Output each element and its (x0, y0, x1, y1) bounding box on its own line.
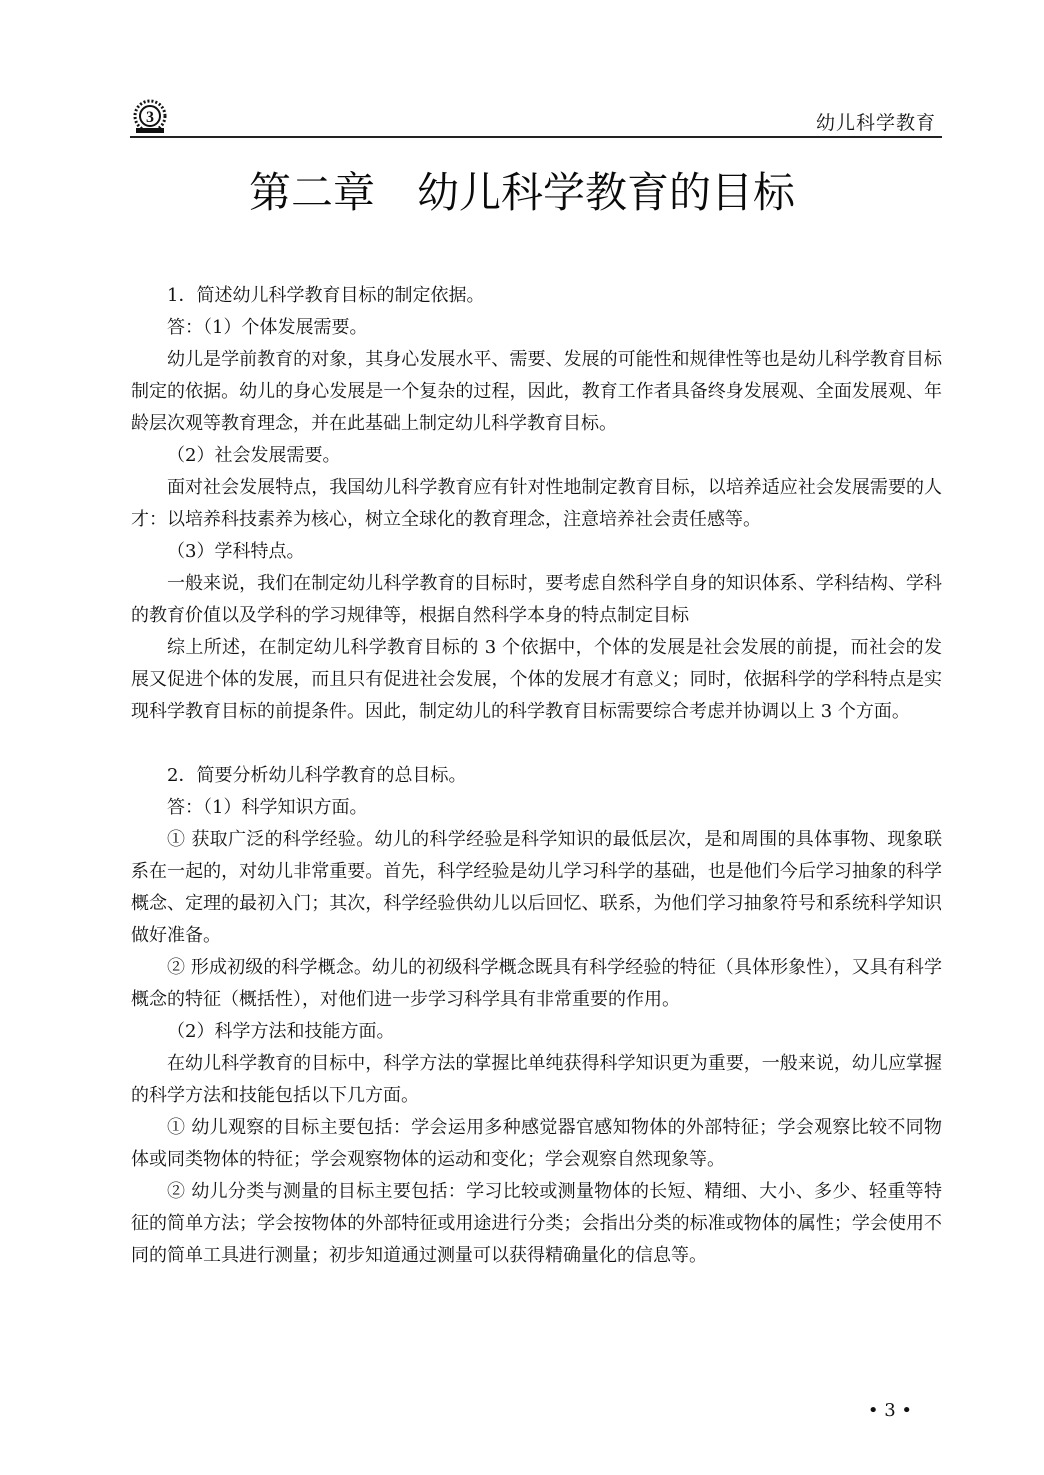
answer-1-heading-1: 答：（1）个体发展需要。 (167, 317, 368, 338)
running-header (130, 96, 942, 138)
chapter-title: 第二章 幼儿科学教育的目标 (248, 168, 795, 217)
paragraph: 在幼儿科学教育的目标中，科学方法的掌握比单纯获得科学知识更为重要，一般来说，幼儿应掌握的科学方法和技能包括以下几方面。 (131, 1053, 942, 1106)
question-1: 1．简述幼儿科学教育目标的制定依据。 (167, 285, 485, 306)
paragraph: ② 幼儿分类与测量的目标主要包括：学习比较或测量物体的长短、精细、大小、多少、轻重等特征的简单方法；学会按物体的外部特征或用途进行分类；会指出分类的标准或物体的属性；学会使用不同的简单工具进行测量；初步知道通过测量可以获得精确量化的信息等。 (131, 1181, 942, 1266)
publisher-seal-icon (130, 98, 170, 134)
paragraph: 综上所述，在制定幼儿科学教育目标的 3 个依据中，个体的发展是社会发展的前提，而社会的发展又促进个体的发展，而且只有促进社会发展，个体的发展才有意义；同时，依据科学的学科特点是实现科学教育目标的前提条件。因此，制定幼儿的科学教育目标需要综合考虑并协调以上 3 个方面。 (131, 637, 942, 722)
paragraph: ② 形成初级的科学概念。幼儿的初级科学概念既具有科学经验的特征（具体形象性），又具有科学概念的特征（概括性），对他们进一步学习科学具有非常重要的作用。 (131, 957, 942, 1010)
logo-mark: 3 (146, 109, 154, 126)
answer-1-heading-3: （3）学科特点。 (167, 541, 305, 562)
answer-1-heading-2: （2）社会发展需要。 (167, 445, 341, 466)
paragraph: 面对社会发展特点，我国幼儿科学教育应有针对性地制定教育目标，以培养适应社会发展需要的人才：以培养科技素养为核心，树立全球化的教育理念，注意培养社会责任感等。 (131, 477, 942, 530)
answer-2-heading-2: （2）科学方法和技能方面。 (167, 1021, 395, 1042)
body-text (131, 280, 942, 1272)
paragraph: ① 幼儿观察的目标主要包括：学会运用多种感觉器官感知物体的外部特征；学会观察比较不同物体或同类物体的特征；学会观察物体的运动和变化；学会观察自然现象等。 (131, 1117, 942, 1170)
answer-2-heading-1: 答：（1）科学知识方面。 (167, 797, 368, 818)
book-title: 幼儿科学教育 (815, 112, 936, 134)
question-2: 2．简要分析幼儿科学教育的总目标。 (167, 765, 467, 786)
paragraph: 一般来说，我们在制定幼儿科学教育的目标时，要考虑自然科学自身的知识体系、学科结构、学科的教育价值以及学科的学习规律等，根据自然科学本身的特点制定目标 (131, 573, 942, 626)
paragraph: ① 获取广泛的科学经验。幼儿的科学经验是科学知识的最低层次，是和周围的具体事物、现象联系在一起的，对幼儿非常重要。首先，科学经验是幼儿学习科学的基础，也是他们今后学习抽象的科学概念、定理的最初入门；其次，科学经验供幼儿以后回忆、联系，为他们学习抽象符号和系统科学知识做好准备。 (131, 829, 942, 946)
paragraph: 幼儿是学前教育的对象，其身心发展水平、需要、发展的可能性和规律性等也是幼儿科学教育目标制定的依据。幼儿的身心发展是一个复杂的过程，因此，教育工作者具备终身发展观、全面发展观、年龄层次观等教育理念，并在此基础上制定幼儿科学教育目标。 (131, 349, 942, 434)
page-number: • 3 • (867, 1400, 912, 1421)
